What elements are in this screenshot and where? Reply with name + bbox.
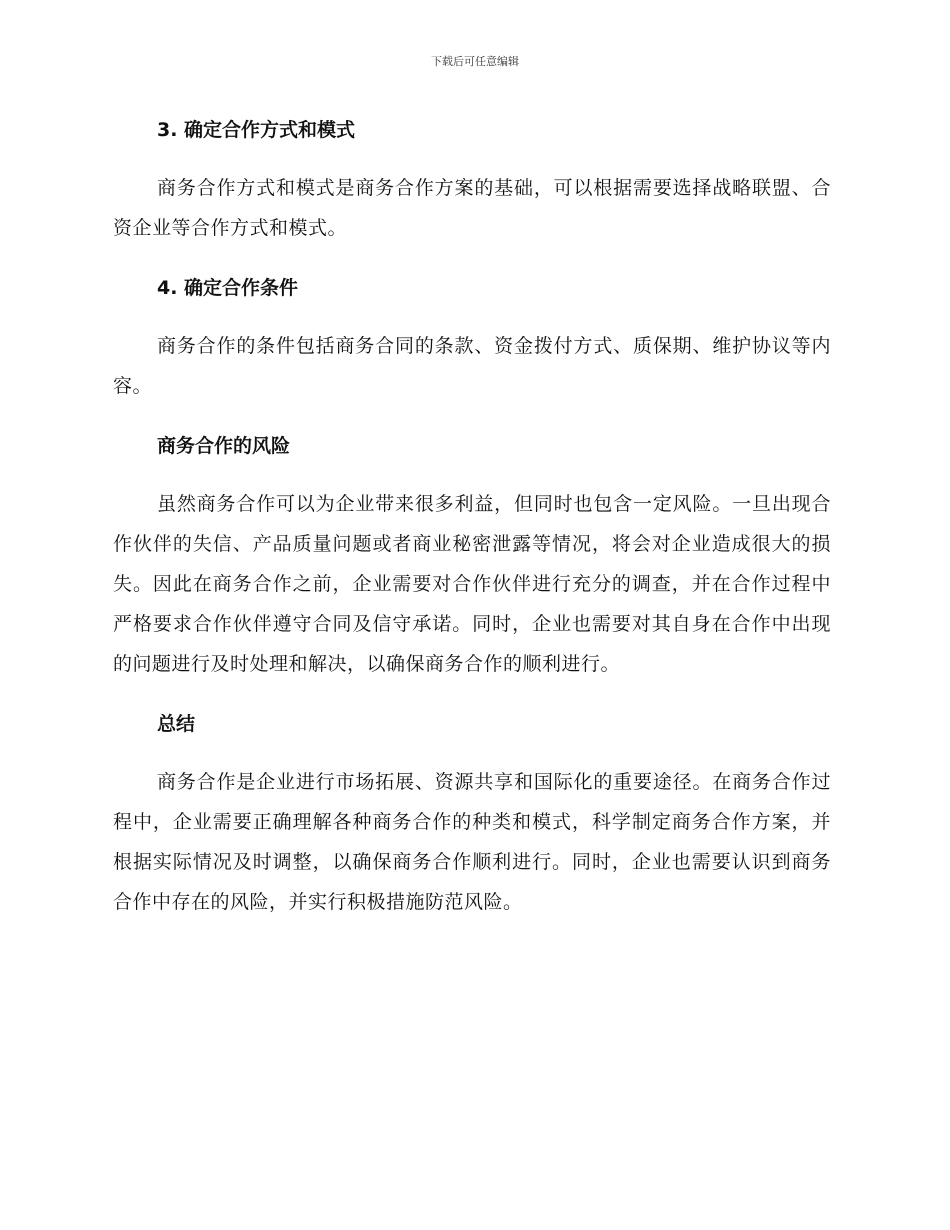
section-paragraph-cooperation-risk: 虽然商务合作可以为企业带来很多利益，但同时也包含一定风险。一旦出现合作伙伴的失信、产品质量问题或者商业秘密泄露等情况，将会对企业造成很大的损失。因此在商务合作之前，企业需要对合作伙伴进行充分的调查，并在合作过程中严格要求合作伙伴遵守合同及信守承诺。同时，企业也需要对其自身在合作中出现的问题进行及时处理和解决，以确保商务合作的顺利进行。 [113,493,831,675]
section-heading-cooperation-mode: 3. 确定合作方式和模式 [157,119,356,141]
section-heading-cooperation-risk: 商务合作的风险 [157,435,291,457]
section-heading-summary: 总结 [157,713,196,735]
header-note: 下载后可任意编辑 [431,55,519,68]
section-paragraph-summary: 商务合作是企业进行市场拓展、资源共享和国际化的重要途径。在商务合作过程中，企业需要正确理解各种商务合作的种类和模式，科学制定商务合作方案，并根据实际情况及时调整，以确保商务合作顺利进行。同时，企业也需要认识到商务合作中存在的风险，并实行积极措施防范风险。 [113,771,831,913]
section-heading-cooperation-terms: 4. 确定合作条件 [157,277,299,299]
section-paragraph-cooperation-terms: 商务合作的条件包括商务合同的条款、资金拨付方式、质保期、维护协议等内容。 [113,335,831,397]
section-paragraph-cooperation-mode: 商务合作方式和模式是商务合作方案的基础，可以根据需要选择战略联盟、合资企业等合作方式和模式。 [113,177,831,239]
document-body [113,110,831,922]
